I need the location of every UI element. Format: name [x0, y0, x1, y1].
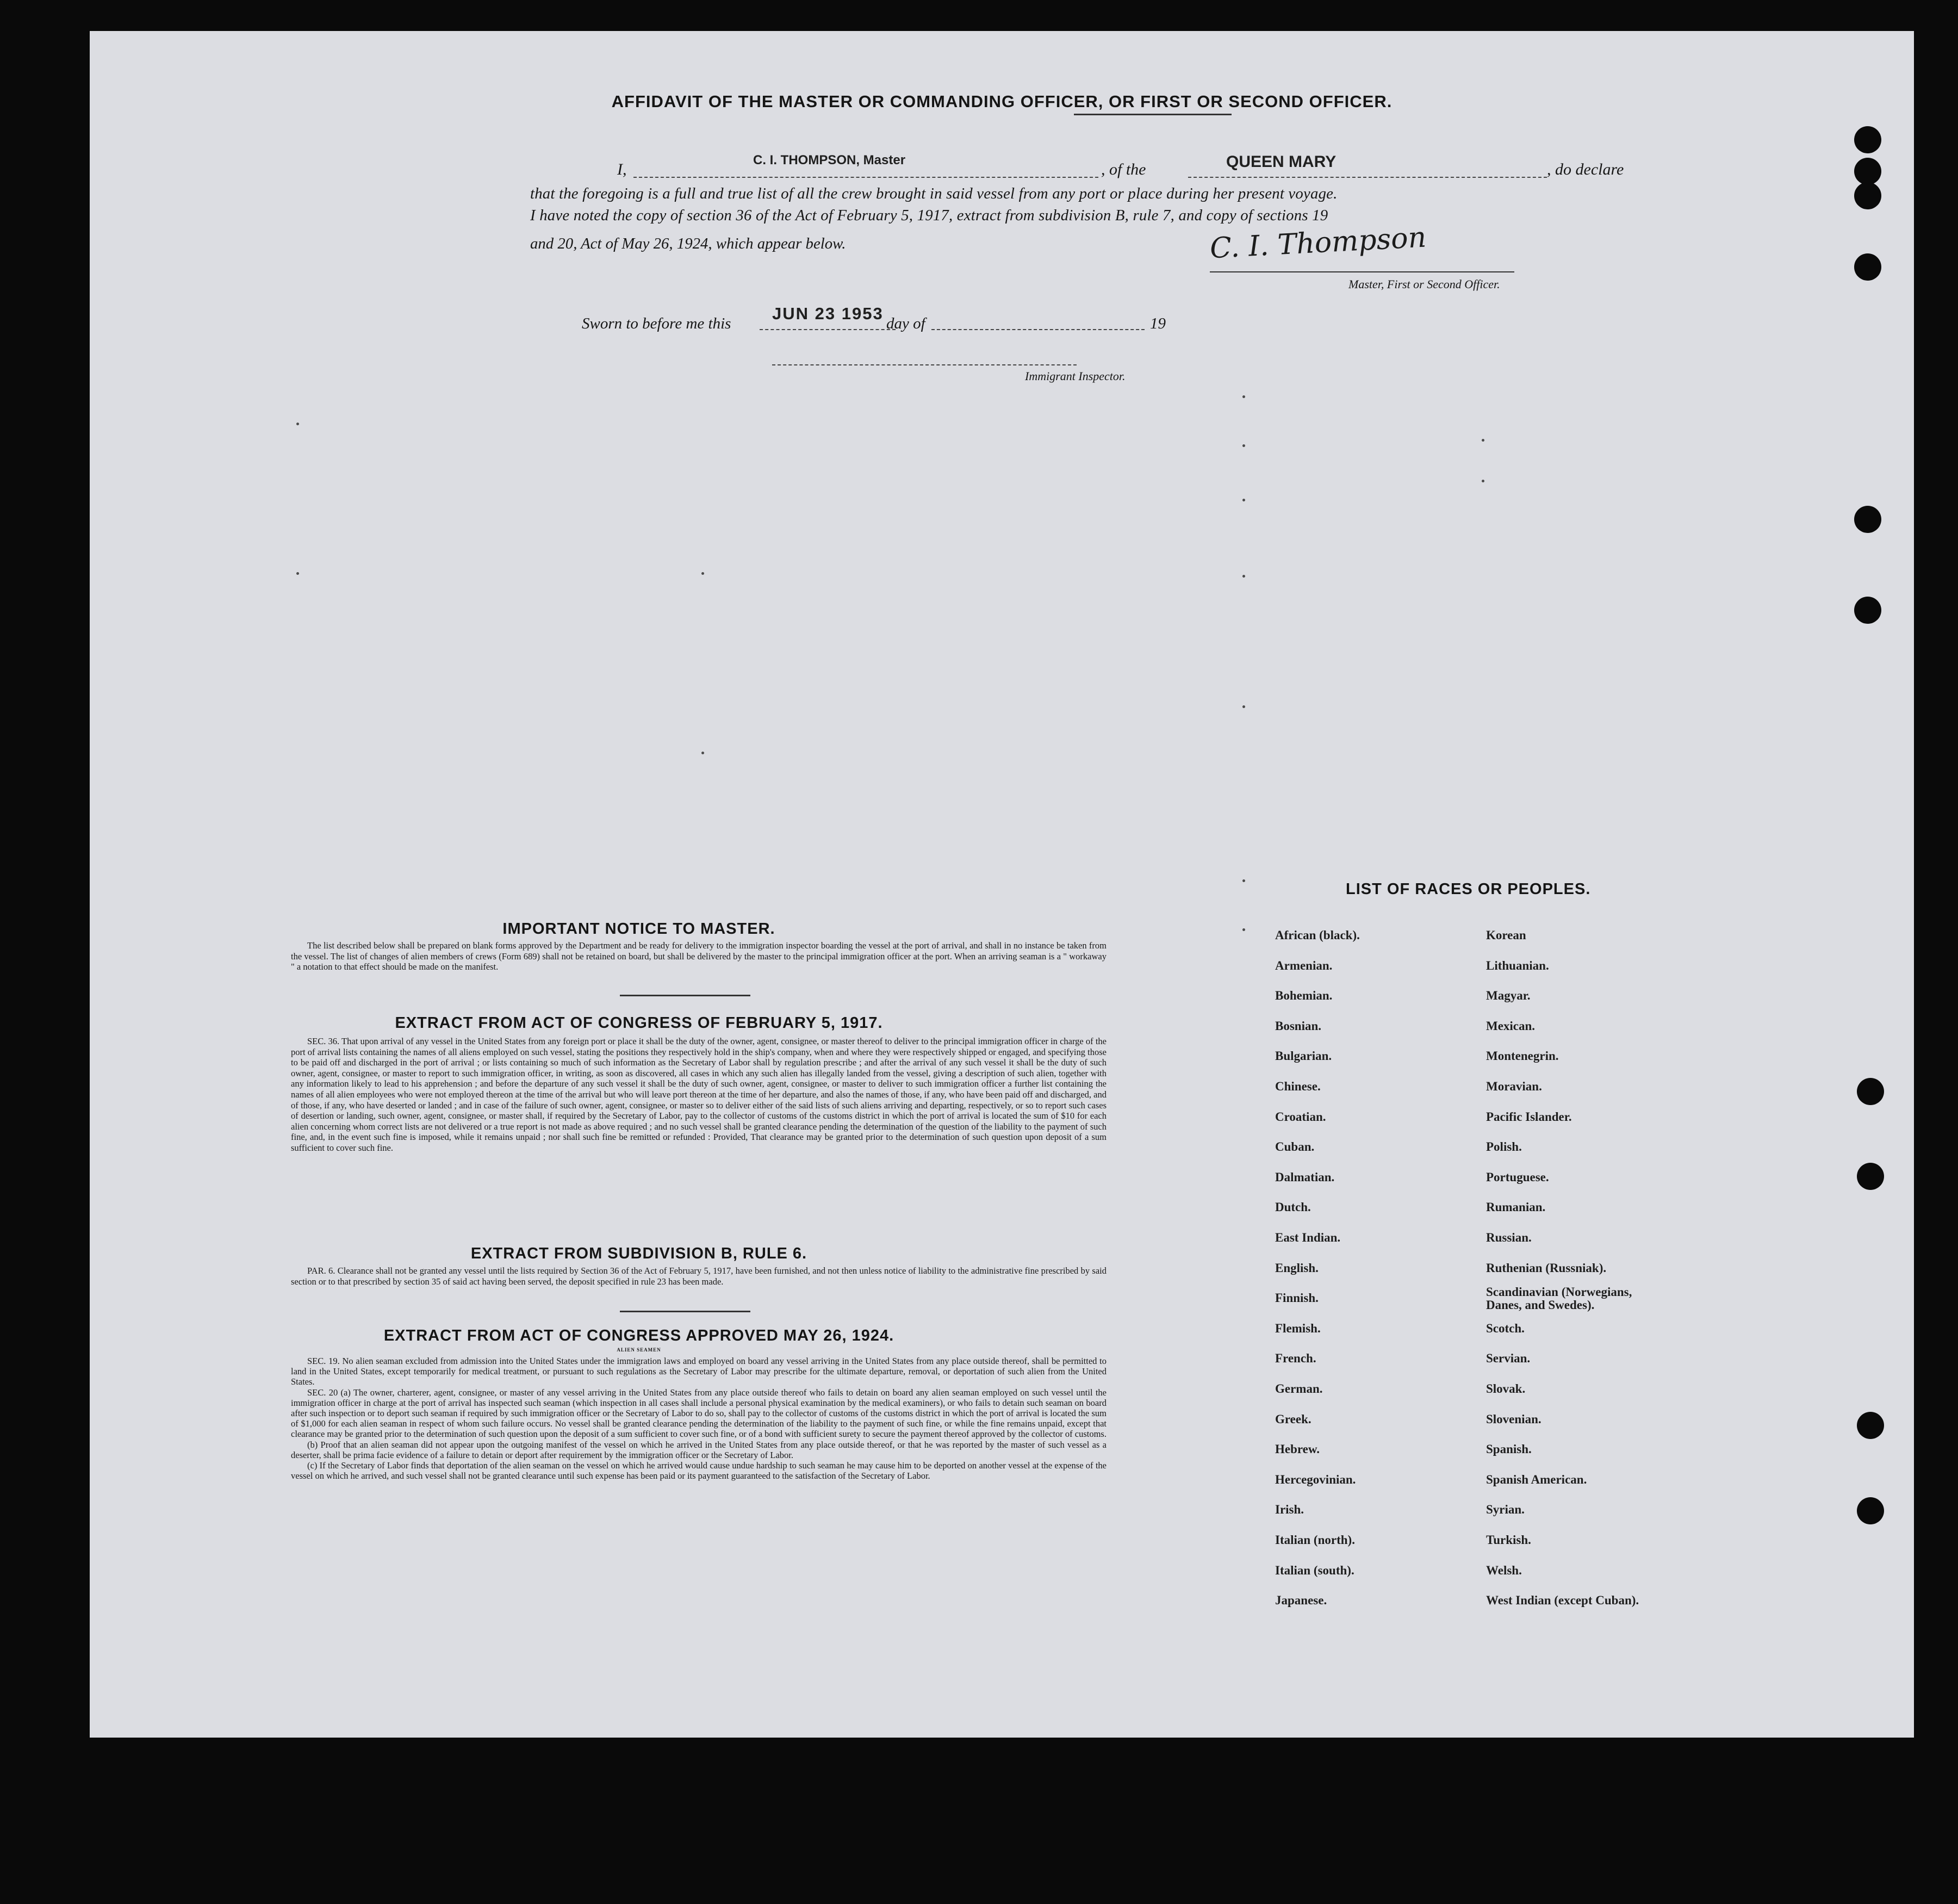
ink-speck — [1242, 928, 1245, 931]
race-item: Irish. — [1275, 1503, 1304, 1517]
extract-1917-text — [291, 1036, 1107, 1153]
sec-19-paragraph: SEC. 19. No alien seaman excluded from admission into the United States under the immigration laws and employed on board any vessel arriving in the United States from any place outside thereof, shall be permitted to land in the United States, except temporarily for medical treatment, or pursuant to such regulations as the Secretary of Labor may prescribe for the ultimate departure, removal, or deportation of such alien from the United States. — [291, 1356, 1107, 1387]
affidavit-title: AFFIDAVIT OF THE MASTER OR COMMANDING OFFICER, OR FIRST OR SECOND OFFICER. — [611, 92, 1393, 111]
notice-title: IMPORTANT NOTICE TO MASTER. — [502, 920, 775, 938]
race-item: Welsh. — [1486, 1563, 1522, 1577]
race-item: German. — [1275, 1382, 1323, 1396]
ink-speck — [701, 572, 704, 575]
race-item: Magyar. — [1486, 989, 1531, 1003]
inspector-caption: Immigrant Inspector. — [1025, 369, 1126, 383]
punch-hole — [1854, 126, 1881, 153]
ink-speck — [296, 423, 299, 425]
race-item: Scandinavian (Norwegians, Danes, and Swedes). — [1486, 1285, 1632, 1312]
race-item: Italian (north). — [1275, 1533, 1355, 1547]
affidavit-line-3: I have noted the copy of section 36 of the Act of February 5, 1917, extract from subdivision B, rule 7, and copy of sections 19 — [530, 207, 1328, 224]
punch-hole — [1854, 182, 1881, 209]
master-signature: C. I. Thompson — [1209, 221, 1427, 265]
section-divider — [620, 1311, 750, 1312]
signer-caption: Master, First or Second Officer. — [1348, 277, 1500, 291]
race-item: Chinese. — [1275, 1080, 1321, 1093]
race-item: Japanese. — [1275, 1593, 1327, 1608]
document-page — [90, 31, 1914, 1738]
year-label: 19 — [1150, 315, 1166, 332]
race-item: Spanish. — [1486, 1442, 1532, 1456]
punch-hole — [1854, 253, 1881, 281]
vessel-line — [1188, 177, 1547, 178]
affidavit-i: I, — [617, 160, 627, 178]
day-of-line — [931, 329, 1145, 330]
ink-speck — [1242, 395, 1245, 398]
race-item: Bulgarian. — [1275, 1049, 1332, 1063]
notice-text — [291, 940, 1107, 972]
race-item: Bohemian. — [1275, 989, 1333, 1003]
sworn-label: Sworn to before me this — [582, 315, 731, 332]
title-underline — [1074, 114, 1232, 115]
race-item: East Indian. — [1275, 1231, 1341, 1244]
race-item: Bosnian. — [1275, 1019, 1322, 1033]
race-item: Armenian. — [1275, 958, 1333, 972]
race-item: Syrian. — [1486, 1503, 1525, 1517]
of-the-label: , of the — [1101, 160, 1146, 178]
race-item: Lithuanian. — [1486, 958, 1549, 972]
extract-rule6-paragraph: PAR. 6. Clearance shall not be granted any vessel until the lists required by Section 36 of the Act of February 5, 1917, have been furnished, and not then unless notice of liability to the administrative fine prescribed by said section or to that prescribed by section 35 of said act having been served, the deposit specified in rule 23 has been made. — [291, 1266, 1107, 1287]
do-declare-label: , do declare — [1547, 160, 1624, 178]
sec-20b-paragraph: (b) Proof that an alien seaman did not appear upon the outgoing manifest of the vessel on which he arrived in the United States from any place outside thereof, or that he was reported by the master of such vessel as a deserter, shall be prima facie evidence of a failure to detain or deport after requirement by the immigration officer or the Secretary of Labor. — [291, 1439, 1107, 1460]
race-item: Slovak. — [1486, 1382, 1526, 1396]
inspector-line — [772, 364, 1077, 365]
extract-1917-paragraph: SEC. 36. That upon arrival of any vessel in the United States from any foreign port or place it shall be the duty of the owner, agent, consignee, or master thereof to deliver to the principal immigration officer in charge of the port of arrival lists containing the names of all aliens employed on such vessel, stating the positions they respectively hold in the ship's company, when and where they were respectively shipped or engaged, and specifying those to be paid off and discharged in the port of arrival ; or lists containing so much of such information as the Secretary of Labor shall by regulation prescribe ; and after the arrival of any such vessel it shall be the duty of such owner, agent, consignee, or master to report to such immigration officer, in writing, as soon as discovered, all cases in which any such alien has illegally landed from the vessel, giving a description of such alien, together with any information likely to lead to his apprehension ; and before the departure of any such vessel it shall be the duty of such owner, agent, consignee, or master to deliver to such immigration officer a further list containing the names of all alien employees who were not employed thereon at the time of the arrival but who will leave port thereon at the time of her departure, and also the names of those, if any, who have been paid off and discharged, and of those, if any, who have deserted or landed ; and in case of the failure of such owner, agent, consignee, or master so to deliver either of the said lists of such aliens arriving and departing, respectively, or so to report such cases of desertion or landing, such owner, agent, consignee, or master shall, if required by the Secretary of Labor, pay to the collector of customs of the customs district in which the port of arrival is located the sum of $10 for each alien concerning whom correct lists are not delivered or a true report is not made as above required ; and no such vessel shall be granted clearance pending the determination of the question of the liability to the payment of such fine, and, in the event such fine is imposed, while it remains unpaid ; nor shall such fine be remitted or refunded : Provided, That clearance may be granted prior to the determination of such question upon deposit of a sum sufficient to cover such fine. — [291, 1036, 1107, 1153]
race-item: Turkish. — [1486, 1533, 1531, 1547]
master-name-line — [633, 177, 1098, 178]
notice-paragraph: The list described below shall be prepared on blank forms approved by the Department and be ready for delivery to the immigration inspector boarding the vessel at the port of arrival, and shall in no instance be taken from the vessel. The list of changes of alien members of crews (Form 689) shall not be retained on board, but shall be delivered by the master to the principal immigration officer at the port. When an arriving seaman is a " workaway " a notation to that effect should be made on the manifest. — [291, 940, 1107, 972]
ink-speck — [1242, 444, 1245, 447]
race-item: Mexican. — [1486, 1019, 1536, 1033]
punch-hole — [1857, 1412, 1884, 1439]
punch-hole — [1857, 1497, 1884, 1524]
sworn-date-stamp: JUN 23 1953 — [772, 304, 884, 323]
sec-20c-paragraph: (c) If the Secretary of Labor finds that deportation of the alien seaman on the vessel on which he arrived would cause undue hardship to such seaman he may cause him to be deported on another vessel at the expense of the vessel on which he arrived, and such vessel shall not be granted clearance until such expense has been paid or its payment guaranteed to the satisfaction of the Secretary of Labor. — [291, 1460, 1107, 1481]
ink-speck — [1242, 705, 1245, 708]
section-divider — [620, 995, 750, 996]
ink-speck — [701, 752, 704, 754]
race-item: Scotch. — [1486, 1321, 1525, 1335]
ink-speck — [1242, 499, 1245, 501]
master-name: C. I. THOMPSON, Master — [753, 153, 906, 168]
ink-speck — [296, 572, 299, 575]
race-item: English. — [1275, 1261, 1319, 1275]
race-item: Flemish. — [1275, 1321, 1321, 1335]
alien-seamen-subhead: ALIEN SEAMEN — [617, 1347, 661, 1353]
race-item: Greek. — [1275, 1412, 1311, 1426]
race-item: Moravian. — [1486, 1080, 1542, 1093]
day-of-label: day of — [886, 315, 925, 332]
race-item: Finnish. — [1275, 1291, 1319, 1305]
extract-1917-title: EXTRACT FROM ACT OF CONGRESS OF FEBRUARY 5, 1917. — [395, 1014, 883, 1032]
race-item: Croatian. — [1275, 1109, 1326, 1124]
race-item: Korean — [1486, 928, 1526, 942]
punch-hole — [1854, 158, 1881, 185]
race-item: Hercegovinian. — [1275, 1472, 1356, 1486]
sworn-day-line — [760, 329, 896, 330]
extract-rule6-title: EXTRACT FROM SUBDIVISION B, RULE 6. — [470, 1245, 807, 1262]
punch-hole — [1857, 1163, 1884, 1190]
race-item: Spanish American. — [1486, 1472, 1587, 1486]
race-item: Rumanian. — [1486, 1200, 1546, 1214]
race-item: Russian. — [1486, 1231, 1532, 1244]
race-item: Dutch. — [1275, 1200, 1311, 1214]
race-item: Servian. — [1486, 1351, 1531, 1366]
race-item: Hebrew. — [1275, 1442, 1320, 1456]
race-item: Dalmatian. — [1275, 1170, 1335, 1184]
ink-speck — [1242, 575, 1245, 578]
race-item: Ruthenian (Russniak). — [1486, 1261, 1607, 1275]
race-item: West Indian (except Cuban). — [1486, 1593, 1639, 1608]
race-item: Polish. — [1486, 1140, 1522, 1154]
affidavit-line-2: that the foregoing is a full and true list of all the crew brought in said vessel from any port or place during her present voyage. — [530, 185, 1338, 202]
extract-rule6-text — [291, 1266, 1107, 1287]
extract-1924-title: EXTRACT FROM ACT OF CONGRESS APPROVED MAY 26, 1924. — [383, 1327, 894, 1344]
race-item: Montenegrin. — [1486, 1049, 1559, 1063]
race-item: Italian (south). — [1275, 1563, 1354, 1577]
vessel-name: QUEEN MARY — [1226, 153, 1337, 171]
race-item: French. — [1275, 1351, 1316, 1366]
race-item: African (black). — [1275, 928, 1360, 942]
ink-speck — [1482, 439, 1484, 442]
punch-hole — [1857, 1078, 1884, 1105]
sec-20a-paragraph: SEC. 20 (a) The owner, charterer, agent, consignee, or master of any vessel arriving in the United States from any place outside thereof who fails to detain on board any alien seaman employed on such vessel until the immigration officer in charge at the port of arrival has inspected such seaman (which inspection in all cases shall include a personal physical examination by the medical examiners), or who fails to detain such seaman on board after such inspection or to deport such seaman if required by such immigration officer or the Secretary of Labor to do so, shall pay to the collector of customs of the customs district in which the port of arrival is located the sum of $1,000 for each alien seaman in respect of whom such failure occurs. No vessel shall be granted clearance pending the determination of the liability to the payment of such fine, or while the fine remains unpaid, except that clearance may be granted prior to the determination of such question upon the deposit of a sum sufficient to cover such fine, or of a bond with sufficient surety to secure the payment thereof approved by the collector of customs. — [291, 1387, 1107, 1440]
affidavit-line-4: and 20, Act of May 26, 1924, which appear below. — [530, 235, 846, 252]
signature-line — [1210, 271, 1514, 272]
races-title: LIST OF RACES OR PEOPLES. — [1346, 880, 1591, 898]
ink-speck — [1242, 879, 1245, 882]
punch-hole — [1854, 597, 1881, 624]
ink-speck — [1482, 480, 1484, 482]
race-item: Pacific Islander. — [1486, 1109, 1572, 1124]
race-item: Portuguese. — [1486, 1170, 1549, 1184]
extract-1924-text — [291, 1356, 1107, 1481]
race-item: Slovenian. — [1486, 1412, 1541, 1426]
race-item: Cuban. — [1275, 1140, 1315, 1154]
punch-hole — [1854, 506, 1881, 533]
